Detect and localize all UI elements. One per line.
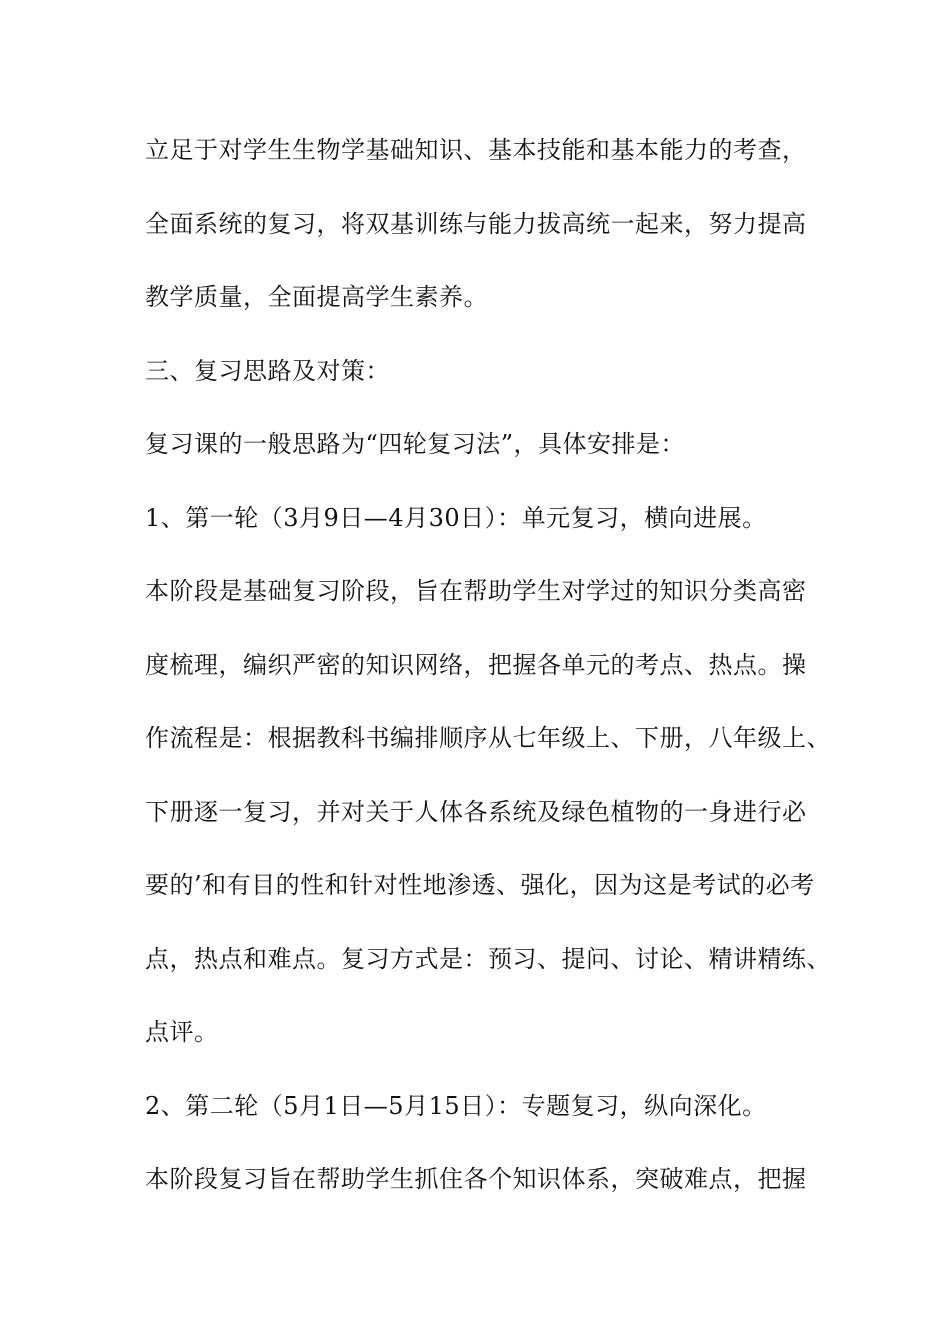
text-line: 复习课的一般思路为“四轮复习法”，具体安排是： bbox=[145, 430, 686, 458]
text-line: 点，热点和难点。复习方式是：预习、提问、讨论、精讲精练、 bbox=[145, 944, 831, 973]
text-line: 立足于对学生生物学基础知识、基本技能和基本能力的考查， bbox=[145, 136, 807, 164]
section-heading: 三、复习思路及对策： bbox=[145, 356, 390, 385]
text-line: 教学质量，全面提高学生素养。 bbox=[145, 283, 488, 311]
text-line: 全面系统的复习，将双基训练与能力拔高统一起来，努力提高 bbox=[145, 209, 807, 238]
text-line: 要的’和有目的性和针对性地渗透、强化，因为这是考试的必考 bbox=[145, 871, 815, 899]
text-line: 作流程是：根据教科书编排顺序从七年级上、下册，八年级上、 bbox=[145, 724, 831, 752]
text-line: 下册逐一复习，并对关于人体各系统及绿色植物的一身进行必 bbox=[145, 797, 807, 826]
text-line: 点评。 bbox=[145, 1018, 219, 1046]
list-item-heading: 2、第二轮（5月1日—5月15日）：专题复习，纵向深化。 bbox=[145, 1091, 767, 1120]
document-body bbox=[145, 130, 845, 1233]
text-line: 本阶段复习旨在帮助学生抓住各个知识体系，突破难点，把握 bbox=[145, 1165, 807, 1193]
text-line: 本阶段是基础复习阶段，旨在帮助学生对学过的知识分类高密 bbox=[145, 577, 807, 605]
text-line: 度梳理，编织严密的知识网络，把握各单元的考点、热点。操 bbox=[145, 650, 807, 679]
list-item-heading: 1、第一轮（3月9日—4月30日）：单元复习，横向进展。 bbox=[145, 503, 767, 532]
